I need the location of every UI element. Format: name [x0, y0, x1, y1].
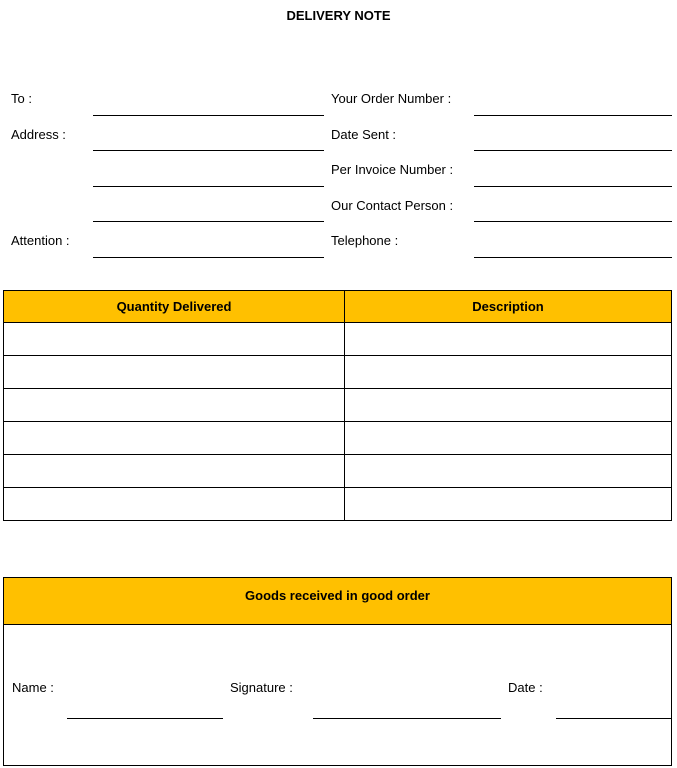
quantity-cell[interactable]: [4, 422, 345, 455]
table-row: [4, 389, 672, 422]
address-field-line-3[interactable]: [93, 221, 324, 222]
table-row: [4, 455, 672, 488]
signature-field[interactable]: [313, 718, 501, 719]
date-field[interactable]: [556, 718, 671, 719]
goods-received-section: [3, 577, 672, 766]
description-cell[interactable]: [345, 389, 672, 422]
table-row: [4, 356, 672, 389]
name-field[interactable]: [67, 718, 223, 719]
goods-received-header: [4, 578, 671, 625]
attention-field[interactable]: [93, 257, 324, 258]
to-field[interactable]: [93, 115, 324, 116]
table-row: [4, 488, 672, 521]
contact-person-label: Our Contact Person :: [331, 198, 454, 213]
goods-received-title: Goods received in good order: [245, 588, 430, 603]
description-cell[interactable]: [345, 356, 672, 389]
quantity-cell[interactable]: [4, 488, 345, 521]
date-sent-label: Date Sent :: [331, 127, 397, 142]
items-table-header-row: [4, 291, 672, 323]
description-cell[interactable]: [345, 488, 672, 521]
address-label: Address :: [11, 127, 66, 142]
description-cell[interactable]: [345, 422, 672, 455]
invoice-number-field[interactable]: [474, 186, 672, 187]
signature-label: Signature :: [230, 680, 293, 695]
telephone-label: Telephone :: [331, 233, 399, 248]
address-field-line-2[interactable]: [93, 186, 324, 187]
order-number-field[interactable]: [474, 115, 672, 116]
table-row: [4, 422, 672, 455]
quantity-cell[interactable]: [4, 389, 345, 422]
date-sent-field[interactable]: [474, 150, 672, 151]
contact-person-field[interactable]: [474, 221, 672, 222]
date-label: Date :: [508, 680, 543, 695]
attention-label: Attention :: [11, 233, 70, 248]
name-label: Name :: [12, 680, 54, 695]
description-cell[interactable]: [345, 323, 672, 356]
quantity-cell[interactable]: [4, 356, 345, 389]
quantity-delivered-header: Quantity Delivered: [4, 291, 345, 323]
order-number-label: Your Order Number :: [331, 91, 452, 106]
items-table: [3, 290, 672, 521]
to-label: To :: [11, 91, 32, 106]
table-row: [4, 323, 672, 356]
description-header: Description: [345, 291, 672, 323]
document-title: DELIVERY NOTE: [286, 8, 391, 23]
invoice-number-label: Per Invoice Number :: [331, 162, 454, 177]
quantity-cell[interactable]: [4, 455, 345, 488]
telephone-field[interactable]: [474, 257, 672, 258]
address-field-line-1[interactable]: [93, 150, 324, 151]
description-cell[interactable]: [345, 455, 672, 488]
quantity-cell[interactable]: [4, 323, 345, 356]
